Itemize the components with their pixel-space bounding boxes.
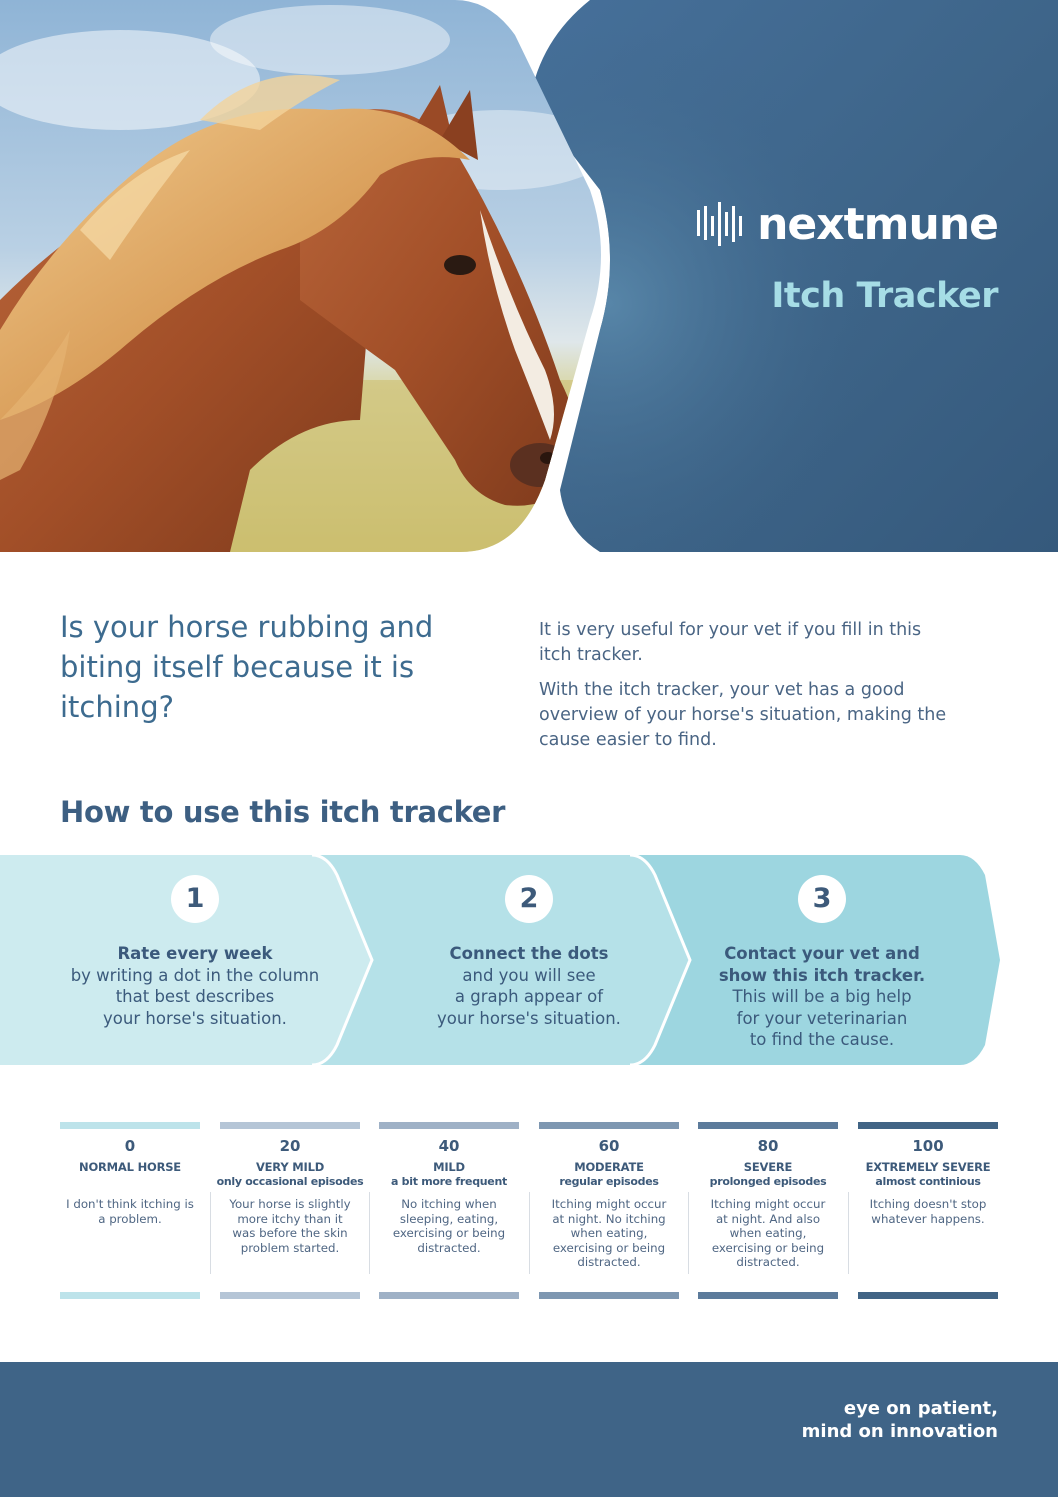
intro-text — [539, 618, 959, 753]
scale-level: MODERATE — [574, 1160, 644, 1174]
step-text-3 — [662, 943, 982, 1051]
section-title-how-to-use: How to use this itch tracker — [60, 795, 506, 829]
scale-bar-bottom — [379, 1292, 519, 1299]
step-heading-1: Rate every week — [117, 944, 273, 963]
scale-value: 20 — [279, 1137, 301, 1155]
step-2 — [364, 855, 694, 1065]
scale-bar-bottom — [858, 1292, 998, 1299]
step-heading-2: Connect the dots — [449, 944, 609, 963]
scale-sublabel: almost continious — [875, 1175, 981, 1188]
hero-banner — [0, 0, 1058, 552]
intro-paragraph-1: It is very useful for your vet if you fill in this itch tracker. — [539, 620, 922, 665]
scale-sublabel: prolonged episodes — [709, 1175, 827, 1188]
scale-value: 100 — [912, 1137, 944, 1155]
scale-level: NORMAL HORSE — [79, 1160, 181, 1174]
steps-banner — [0, 855, 1058, 1065]
scale-bar-bottom — [539, 1292, 679, 1299]
step-text-1 — [30, 943, 360, 1029]
scale-description: Itching might occur at night. And also when eating, exercising or being distracted. — [710, 1197, 826, 1269]
scale-bar-bottom — [220, 1292, 360, 1299]
step-line: for your veterinarian — [736, 1008, 908, 1028]
scale-sublabel: a bit more frequent — [391, 1175, 507, 1188]
scale-value: 40 — [438, 1137, 460, 1155]
scale-divider — [848, 1192, 849, 1274]
scale-description: I don't think itching is a problem. — [66, 1197, 194, 1226]
step-line: to find the cause. — [749, 1030, 895, 1049]
scale-divider — [210, 1192, 211, 1274]
step-heading-3b: show this itch tracker. — [718, 965, 926, 985]
scale-description: Your horse is slightly more itchy than it was before the skin problem started. — [229, 1197, 351, 1255]
scale-column-80 — [698, 1122, 838, 1300]
scale-bar-top — [539, 1122, 679, 1129]
scale-description: No itching when sleeping, eating, exercising or being distracted. — [392, 1197, 506, 1255]
step-number-3: 3 — [798, 875, 846, 923]
page-title: Itch Tracker — [771, 276, 998, 316]
step-line: and you will see — [462, 965, 596, 985]
step-line: your horse's situation. — [103, 1008, 287, 1028]
scale-sublabel: regular episodes — [559, 1175, 659, 1188]
step-text-2 — [364, 943, 694, 1029]
scale-bar-top — [379, 1122, 519, 1129]
scale-sublabel: only occasional episodes — [216, 1175, 364, 1188]
scale-divider — [369, 1192, 370, 1274]
scale-column-40 — [379, 1122, 519, 1300]
scale-bar-bottom — [698, 1292, 838, 1299]
tagline-line-1: eye on patient, — [843, 1398, 998, 1419]
scale-column-100 — [858, 1122, 998, 1300]
scale-bar-top — [60, 1122, 200, 1129]
scale-value: 60 — [598, 1137, 620, 1155]
step-line: a graph appear of — [454, 987, 604, 1006]
scale-level: SEVERE — [743, 1160, 793, 1174]
intro-question: Is your horse rubbing and biting itself because it is itching? — [60, 610, 434, 724]
tagline-line-2: mind on innovation — [801, 1421, 998, 1442]
step-3 — [662, 855, 982, 1065]
scale-value: 0 — [124, 1137, 136, 1155]
scale-bar-bottom — [60, 1292, 200, 1299]
brand-name: nextmune — [757, 198, 998, 250]
footer-tagline — [802, 1397, 998, 1443]
scale-bar-top — [220, 1122, 360, 1129]
itch-scale — [60, 1122, 998, 1300]
step-line: by writing a dot in the column — [70, 965, 320, 985]
nextmune-logo — [695, 198, 998, 250]
scale-level: MILD — [433, 1160, 465, 1174]
step-line: your horse's situation. — [437, 1008, 621, 1028]
scale-level: EXTREMELY SEVERE — [865, 1160, 991, 1174]
step-number-2: 2 — [505, 875, 553, 923]
footer — [0, 1362, 1058, 1497]
intro-paragraph-2: With the itch tracker, your vet has a good overview of your horse's situation, making the cause easier to find. — [539, 680, 947, 750]
scale-column-60 — [539, 1122, 679, 1300]
scale-divider — [688, 1192, 689, 1274]
step-1 — [30, 855, 360, 1065]
scale-bar-top — [858, 1122, 998, 1129]
scale-description: Itching doesn't stop whatever happens. — [869, 1197, 987, 1226]
scale-bar-top — [698, 1122, 838, 1129]
scale-level: VERY MILD — [255, 1160, 325, 1174]
nextmune-logo-icon — [695, 198, 747, 250]
step-number-1: 1 — [171, 875, 219, 923]
step-line: that best describes — [115, 987, 275, 1006]
step-line: This will be a big help — [732, 987, 912, 1006]
step-heading-3: Contact your vet and — [724, 944, 920, 963]
horse-photo — [0, 0, 620, 552]
scale-column-0 — [60, 1122, 200, 1300]
scale-value: 80 — [757, 1137, 779, 1155]
scale-description: Itching might occur at night. No itching when eating, exercising or being distracted. — [551, 1197, 667, 1269]
scale-column-20 — [216, 1122, 364, 1300]
scale-divider — [529, 1192, 530, 1274]
